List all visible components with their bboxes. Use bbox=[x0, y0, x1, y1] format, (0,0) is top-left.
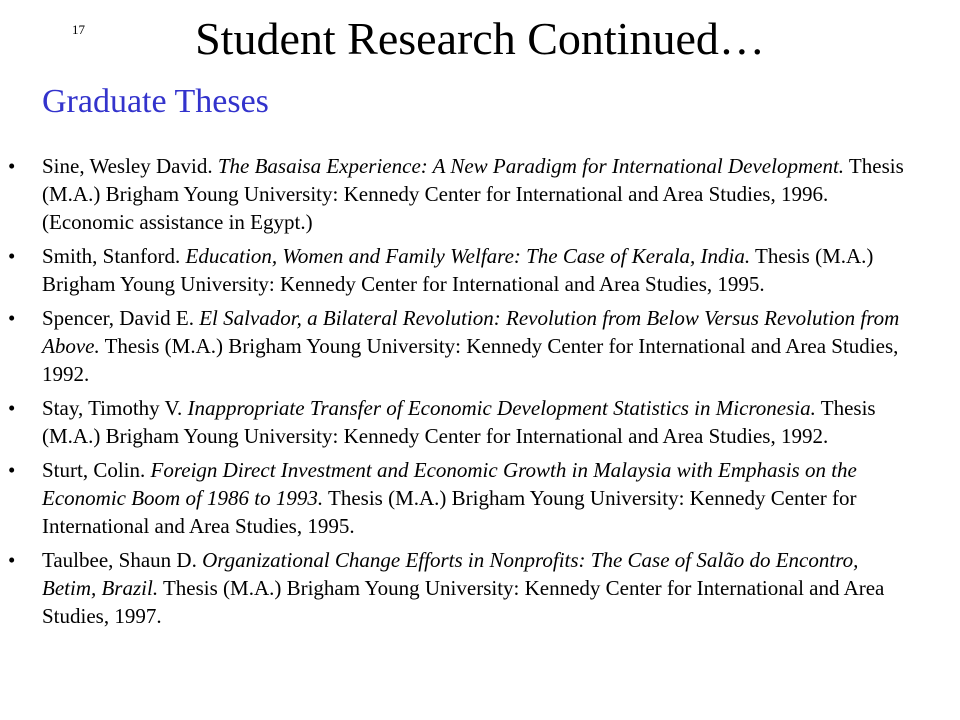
thesis-details: Thesis (M.A.) Brigham Young University: Kennedy Center for International and Area Studies, 1997. bbox=[42, 576, 885, 628]
thesis-title: The Basaisa Experience: A New Paradigm for International Development. bbox=[217, 154, 845, 178]
bullet-icon: • bbox=[8, 548, 16, 572]
section-heading: Graduate Theses bbox=[42, 83, 269, 120]
thesis-list bbox=[0, 152, 960, 636]
thesis-author: Smith, Stanford. bbox=[42, 244, 186, 268]
thesis-entry bbox=[0, 456, 960, 540]
bullet-icon: • bbox=[8, 396, 16, 420]
thesis-title: Foreign Direct Investment and Economic Growth in Malaysia with Emphasis on the Economic Boom of 1986 to 1993. bbox=[42, 458, 857, 510]
thesis-author: Sine, Wesley David. bbox=[42, 154, 218, 178]
bullet-icon: • bbox=[8, 306, 16, 330]
thesis-entry bbox=[0, 394, 960, 450]
thesis-title: Inappropriate Transfer of Economic Development Statistics in Micronesia. bbox=[187, 396, 816, 420]
thesis-entry bbox=[0, 242, 960, 298]
thesis-details: Thesis (M.A.) Brigham Young University: Kennedy Center for International and Area Studies, 1995. bbox=[42, 244, 874, 296]
thesis-details: Thesis (M.A.) Brigham Young University: Kennedy Center for International and Area Studies, 1992. bbox=[42, 396, 876, 448]
bullet-icon: • bbox=[8, 154, 16, 178]
thesis-author: Sturt, Colin. bbox=[42, 458, 151, 482]
slide-number: 17 bbox=[72, 22, 85, 37]
thesis-details: Thesis (M.A.) Brigham Young University: Kennedy Center for International and Area Studies, 1992. bbox=[42, 334, 899, 386]
thesis-title: Organizational Change Efforts in Nonprofits: The Case of Salão do Encontro, Betim, Brazil. bbox=[42, 548, 859, 600]
bullet-icon: • bbox=[8, 244, 16, 268]
thesis-title: El Salvador, a Bilateral Revolution: Revolution from Below Versus Revolution from Above. bbox=[42, 306, 900, 358]
bullet-icon: • bbox=[8, 458, 16, 482]
thesis-title: Education, Women and Family Welfare: The Case of Kerala, India. bbox=[185, 244, 751, 268]
thesis-entry bbox=[0, 304, 960, 388]
thesis-details: Thesis (M.A.) Brigham Young University: Kennedy Center for International and Area Studies, 1995. bbox=[42, 486, 857, 538]
thesis-author: Stay, Timothy V. bbox=[42, 396, 188, 420]
thesis-entry bbox=[0, 546, 960, 630]
thesis-entry bbox=[0, 152, 960, 236]
thesis-details: Thesis (M.A.) Brigham Young University: Kennedy Center for International and Area Studies, 1996. (Economic assistance in Egypt.) bbox=[42, 154, 904, 234]
slide-title: Student Research Continued… bbox=[195, 13, 765, 64]
thesis-author: Spencer, David E. bbox=[42, 306, 200, 330]
thesis-author: Taulbee, Shaun D. bbox=[42, 548, 203, 572]
